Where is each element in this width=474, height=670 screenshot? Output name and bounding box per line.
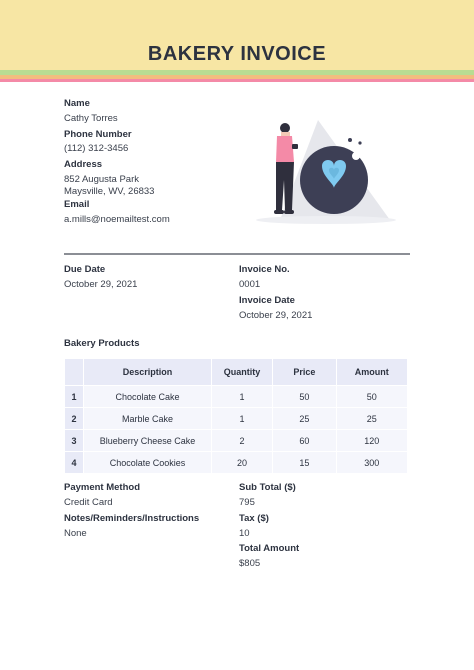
row-amount: 300 (336, 452, 407, 474)
phone-value: (112) 312-3456 (64, 143, 129, 154)
col-amount-header: Amount (336, 359, 407, 386)
row-amount: 50 (336, 386, 407, 408)
invoice-date-label: Invoice Date (239, 295, 295, 306)
row-price: 25 (273, 408, 336, 430)
row-number: 2 (65, 408, 84, 430)
table-row (65, 430, 408, 452)
woman-with-giant-cookie-illustration (252, 110, 400, 230)
address-label: Address (64, 159, 103, 170)
table-header-row (65, 359, 408, 386)
due-date-value: October 29, 2021 (64, 279, 138, 290)
notes-value: None (64, 528, 87, 539)
table-row (65, 386, 408, 408)
notes-label: Notes/Reminders/Instructions (64, 513, 200, 524)
row-quantity: 2 (211, 430, 272, 452)
payment-method-label: Payment Method (64, 482, 141, 493)
products-table (64, 358, 408, 473)
due-date-label: Due Date (64, 264, 106, 275)
invoice-no-value: 0001 (239, 279, 261, 290)
row-number: 4 (65, 452, 84, 474)
total-amount-label: Total Amount (239, 543, 300, 554)
row-amount: 25 (336, 408, 407, 430)
row-quantity: 1 (211, 386, 272, 408)
invoice-title: BAKERY INVOICE (147, 43, 327, 65)
row-quantity: 1 (211, 408, 272, 430)
row-description: Marble Cake (84, 408, 212, 430)
phone-label: Phone Number (64, 129, 132, 140)
invoice-no-label: Invoice No. (239, 264, 290, 275)
row-price: 15 (273, 452, 336, 474)
payment-method-value: Credit Card (64, 497, 113, 508)
row-amount: 120 (336, 430, 407, 452)
products-section-title: Bakery Products (64, 338, 140, 349)
subtotal-value: 795 (239, 497, 255, 508)
table-row (65, 452, 408, 474)
tax-label: Tax ($) (239, 513, 269, 524)
col-quantity-header: Quantity (211, 359, 272, 386)
table-row (65, 408, 408, 430)
name-value: Cathy Torres (64, 113, 118, 124)
tax-value: 10 (239, 528, 250, 539)
row-price: 60 (273, 430, 336, 452)
row-number: 1 (65, 386, 84, 408)
products-table-container (64, 358, 410, 473)
subtotal-label: Sub Total ($) (239, 482, 296, 493)
address-line1: 852 Augusta Park (64, 174, 139, 185)
email-label: Email (64, 199, 90, 210)
header-stripe-pink (0, 79, 474, 82)
email-value: a.mills@noemailtest.com (64, 214, 170, 225)
row-description: Blueberry Cheese Cake (84, 430, 212, 452)
row-number: 3 (65, 430, 84, 452)
name-label: Name (64, 98, 90, 109)
col-price-header: Price (273, 359, 336, 386)
section-divider (64, 253, 410, 255)
row-description: Chocolate Cookies (84, 452, 212, 474)
col-number-header (65, 359, 84, 386)
invoice-date-value: October 29, 2021 (239, 310, 313, 321)
row-price: 50 (273, 386, 336, 408)
total-amount-value: $805 (239, 558, 261, 569)
row-description: Chocolate Cake (84, 386, 212, 408)
row-quantity: 20 (211, 452, 272, 474)
address-line2: Maysville, WV, 26833 (64, 186, 155, 196)
col-description-header: Description (84, 359, 212, 386)
